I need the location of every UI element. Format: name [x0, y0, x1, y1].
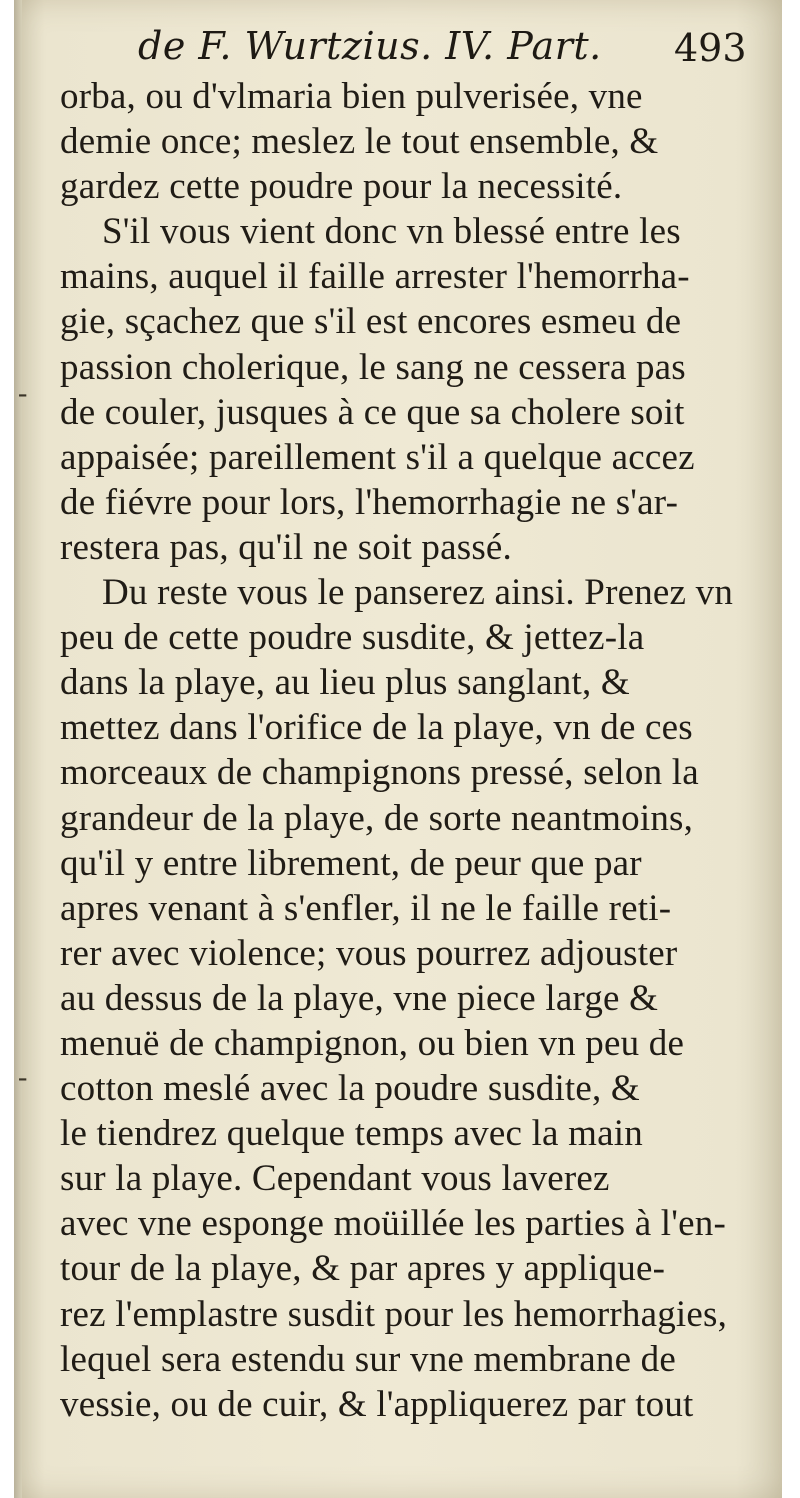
text-line: au dessus de la playe, vne piece large &: [60, 977, 659, 1019]
text-line: restera pas, qu'il ne soit passé.: [60, 526, 513, 568]
text-line: peu de cette poudre susdite, & jettez-la: [60, 617, 645, 659]
paragraph-start-line: Du reste vous le panserez ainsi. Prenez vn: [102, 572, 734, 614]
page-header: [14, 18, 782, 82]
text-line: rer avec violence; vous pourrez adjouster: [60, 932, 678, 974]
body-text: [60, 74, 780, 1427]
margin-dash-mark: -: [18, 378, 28, 409]
margin-dash-mark: -: [18, 1062, 28, 1093]
text-line: mains, auquel il faille arrester l'hemorrha-: [60, 256, 690, 298]
text-line: tour de la playe, & par apres y applique-: [60, 1248, 666, 1290]
text-line: gie, sçachez que s'il est encores esmeu de: [60, 301, 682, 343]
text-line: orba, ou d'vlmaria bien pulverisée, vne: [60, 76, 643, 117]
text-line: lequel sera estendu sur vne membrane de: [60, 1338, 677, 1380]
page-gutter-edge: [14, 0, 22, 1498]
text-line: de couler, jusques à ce que sa cholere soit: [60, 391, 685, 433]
text-line: gardez cette poudre pour la necessité.: [60, 166, 623, 208]
book-page: [14, 0, 782, 1498]
text-line: cotton meslé avec la poudre susdite, &: [60, 1068, 640, 1110]
text-line: rez l'emplastre susdit pour les hemorrhagies,: [60, 1293, 728, 1335]
text-line: avec vne esponge moüillée les parties à l'en-: [60, 1203, 726, 1245]
text-line: mettez dans l'orifice de la playe, vn de ces: [60, 707, 693, 749]
text-line: vessie, ou de cuir, & l'appliquerez par tout: [60, 1383, 694, 1425]
page-number: 493: [674, 26, 747, 70]
text-line: de fiévre pour lors, l'hemorrhagie ne s'ar-: [60, 481, 679, 523]
text-line: appaisée; pareillement s'il a quelque accez: [60, 436, 695, 478]
text-line: apres venant à s'enfler, il ne le faille reti-: [60, 887, 672, 929]
text-line: sur la playe. Cependant vous laverez: [60, 1158, 610, 1200]
text-line: passion cholerique, le sang ne cessera pas: [60, 346, 686, 388]
text-line: le tiendrez quelque temps avec la main: [60, 1113, 643, 1155]
text-line: demie once; meslez le tout ensemble, &: [60, 121, 659, 163]
text-line: qu'il y entre librement, de peur que par: [60, 842, 642, 884]
running-title: de F. Wurtzius. IV. Part.: [138, 24, 602, 68]
paragraph-start-line: S'il vous vient donc vn blessé entre les: [102, 211, 681, 253]
text-line: grandeur de la playe, de sorte neantmoins,: [60, 797, 694, 839]
text-line: morceaux de champignons pressé, selon la: [60, 752, 699, 794]
text-line: dans la playe, au lieu plus sanglant, &: [60, 662, 630, 704]
text-line: menuë de champignon, ou bien vn peu de: [60, 1022, 685, 1064]
